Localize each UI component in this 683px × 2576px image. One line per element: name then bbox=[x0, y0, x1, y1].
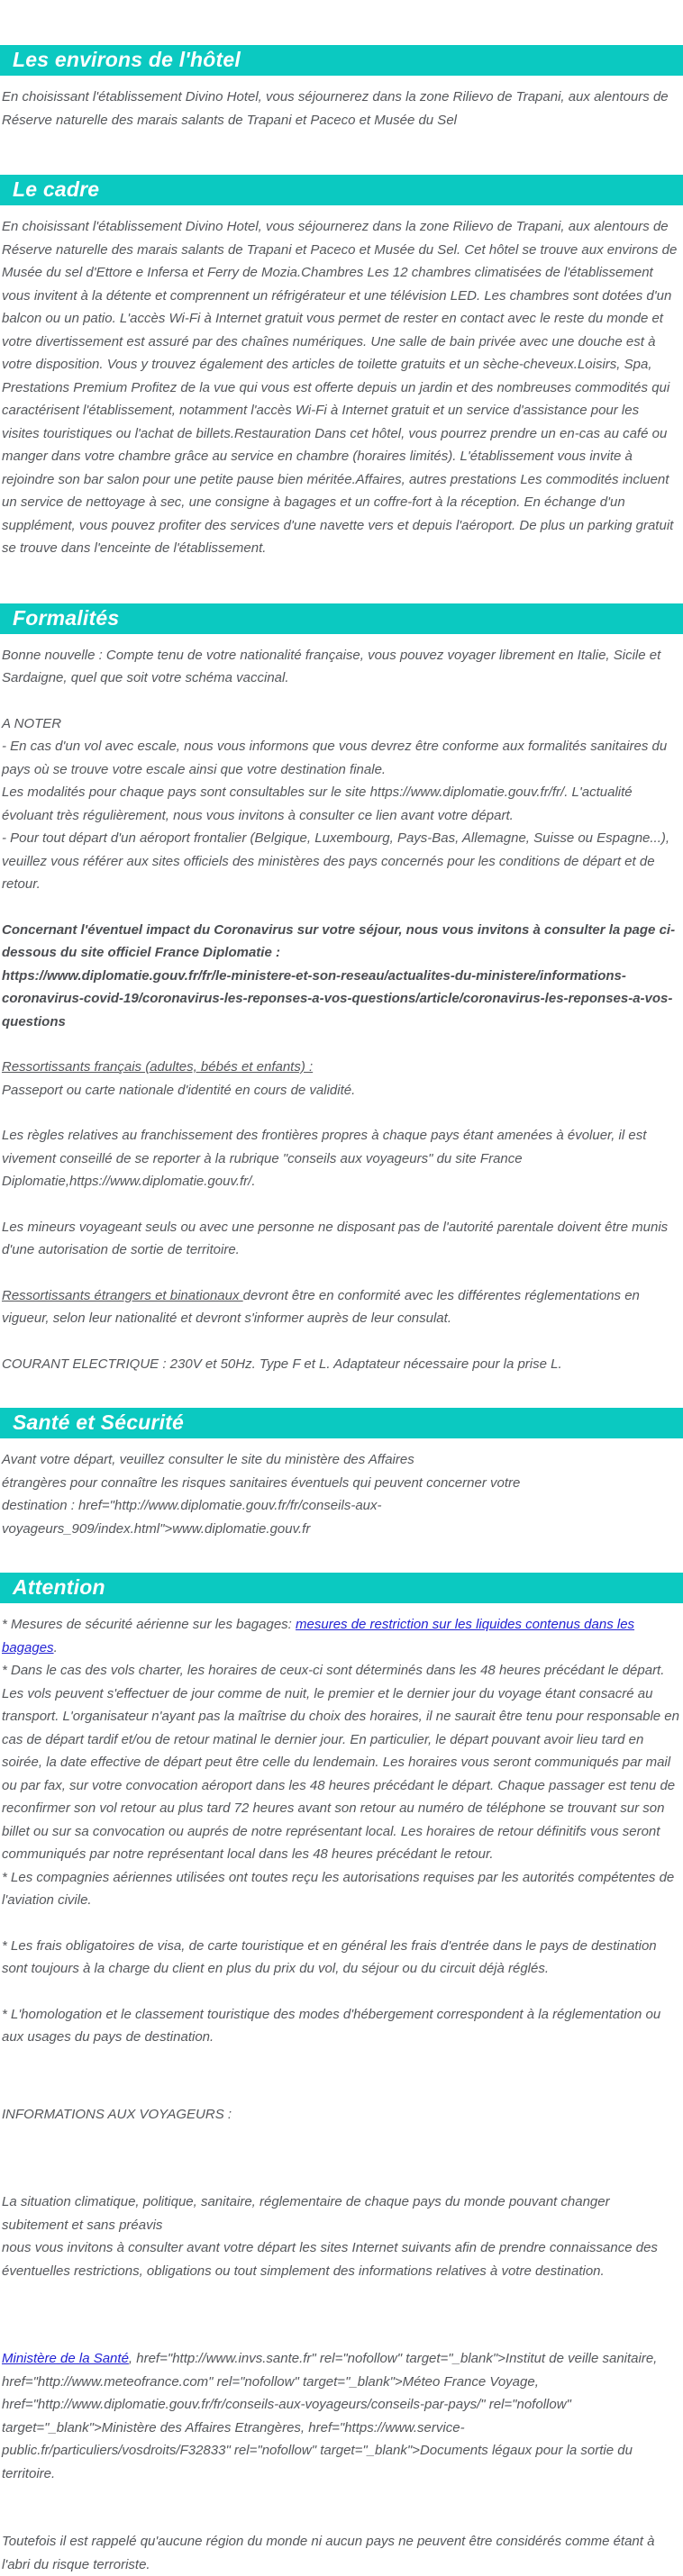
section-header-cadre: Le cadre bbox=[0, 175, 683, 205]
section-formalites bbox=[0, 603, 683, 1376]
environs-paragraph: En choisissant l'établissement Divino Hotel, vous séjournerez dans la zone Rilievo de Trapani, aux alentours de Réserve naturelle des marais salants de Trapani et Paceco et Musée du Sel bbox=[2, 89, 669, 128]
spacer bbox=[2, 2282, 679, 2347]
attention-bagages-prefix: * Mesures de sécurité aérienne sur les bagages: bbox=[2, 1617, 296, 1632]
spacer bbox=[2, 1102, 679, 1124]
spacer bbox=[2, 2049, 679, 2103]
formalites-bonne-nouvelle: Bonne nouvelle : Compte tenu de votre nationalité française, vous pouvez voyager librement en Italie, Sicile et Sardaigne, quel que soit votre schéma vaccinal. bbox=[2, 647, 661, 685]
attention-sites-internet: nous vous invitons à consulter avant votre départ les sites Internet suivants afin de prendre connaissance des éventuelles restrictions, obligations ou tout simplement des informations relatives à votre destination. bbox=[2, 2240, 658, 2279]
spacer bbox=[2, 1912, 679, 1935]
formalites-regles-frontieres: Les règles relatives au franchissement des frontières propres à chaque pays étant amenées à évoluer, il est vivement conseillé de se reporter à la rubrique "conseils aux voyageurs" du site France Diplomatie,https://www.diplomatie.gouv.fr/. bbox=[2, 1128, 647, 1189]
liquides-bagages-link[interactable]: mesures de restriction sur les liquides contenus dans les bagages bbox=[2, 1617, 635, 1655]
spacer bbox=[2, 1193, 679, 1216]
spacer bbox=[2, 690, 679, 712]
formalites-courant-electrique: COURANT ELECTRIQUE : 230V et 50Hz. Type F et L. Adaptateur nécessaire pour la prise L. bbox=[2, 1356, 562, 1372]
section-body-sante bbox=[0, 1438, 683, 1540]
sante-line-2: étrangères pour connaître les risques sanitaires éventuels qui peuvent concerner votre bbox=[2, 1474, 521, 1491]
attention-liens-utiles-text: , href="http://www.invs.sante.fr" rel="nofollow" target="_blank">Institut de veille sanitaire, href="http://www.meteofrance.com" rel="nofollow" target="_blank">Méteo France Voyage, href="http://www.diplomatie.gouv.fr/fr/conseils-aux-voyageurs/conseils-par-pays/" rel="nofollow" target="_blank">Ministère des Affaires Etrangères, href="https://www.service-public.fr/particuliers/vosdroits/F32833" rel="nofollow" target="_blank">Documents légaux pour la sortie du territoire. bbox=[2, 2351, 658, 2481]
formalites-ressortissants-etrangers-heading: Ressortissants étrangers et binationaux bbox=[2, 1287, 243, 1303]
formalites-escale: - En cas d'un vol avec escale, nous vous informons que vous devrez être conforme aux formalités sanitaires du pays où se trouve votre escale ainsi que votre destination finale. bbox=[2, 739, 668, 777]
formalites-ressortissants-etrangers-text: devront être en conformité avec les différentes réglementations en vigueur, selon leur nationalité et devront s'informer auprès de leur consulat. bbox=[2, 1287, 640, 1326]
spacer bbox=[2, 1330, 679, 1353]
section-sante bbox=[0, 1408, 683, 1540]
section-cadre bbox=[0, 175, 683, 560]
section-header-environs: Les environs de l'hôtel bbox=[0, 45, 683, 76]
cadre-paragraph: En choisissant l'établissement Divino Hotel, vous séjournerez dans la zone Rilievo de Trapani, aux alentours de Réserve naturelle des marais salants de Trapani et Paceco et Musée du Sel. Cet hôtel se trouve aux environs de Musée du sel d'Ettore e Infersa et Ferry de Mozia.Chambres Les 12 chambres climatisées de l'établissement vous invitent à la détente et comprennent un réfrigérateur et une télévision LED. Les chambres sont dotées d'un balcon ou un patio. L'accès Wi-Fi à Internet gratuit vous permet de rester en contact avec le reste du monde et votre divertissement est assuré par des chaînes numériques. Une salle de bain privée avec une douche est à votre disposition. Vous y trouvez également des articles de toilette gratuits et un sèche-cheveux.Loisirs, Spa, Prestations Premium Profitez de la vue qui vous est offerte depuis un jardin et des nombreuses commodités qui caractérisent l'établissement, notamment l'accès Wi-Fi à Internet gratuit et un service d'assistance pour les visites touristiques ou l'achat de billets.Restauration Dans cet hôtel, vous pourrez prendre un en-cas au café ou manger dans votre chambre grâce au service en chambre (horaires limités). L'établissement vous invite à rejoindre son bar salon pour une petite pause bien méritée.Affaires, autres prestations Les commodités incluent un service de nettoyage à sec, une consigne à bagages et un coffre-fort à la réception. En échange d'un supplément, vous pouvez profiter des services d'une navette vers et depuis l'aéroport. De plus un parking gratuit se trouve dans l'enceinte de l'établissement. bbox=[2, 219, 678, 556]
spacer bbox=[2, 1262, 679, 1284]
section-header-sante: Santé et Sécurité bbox=[0, 1408, 683, 1438]
attention-compagnies-aeriennes: * Les compagnies aériennes utilisées ont toutes reçu les autorisations requises par les autorités compétentes de l'aviation civile. bbox=[2, 1869, 675, 1908]
attention-frais-visa: * Les frais obligatoires de visa, de carte touristique et en général les frais d'entrée dans le pays de destination sont toujours à la charge du client en plus du prix du vol, du séjour ou du circuit déjà réglés. bbox=[2, 1937, 657, 1976]
formalites-a-noter: A NOTER bbox=[2, 715, 62, 731]
formalites-modalites: Les modalités pour chaque pays sont consultables sur le site https://www.diplomatie.gouv.fr/fr/. L'actualité évoluant très régulièrement, nous vous invitons à consulter ce lien avant votre départ. bbox=[2, 785, 633, 823]
formalites-coronavirus-note: Concernant l'éventuel impact du Coronavirus sur votre séjour, nous vous invitons à consulter la page ci-dessous du site officiel France Diplomatie : bbox=[2, 921, 676, 960]
section-body-environs bbox=[0, 76, 683, 132]
section-header-attention: Attention bbox=[0, 1573, 683, 1603]
attention-vols-charter: * Dans le cas des vols charter, les horaires de ceux-ci sont déterminés dans les 48 heures précédant le départ. Les vols peuvent s'effectuer de jour comme de nuit, le premier et le dernier jour du voyage étant consacré au transport. L'organisateur n'ayant pas la maîtrise du choix des horaires, il ne saurait être tenu pour responsable en cas de départ tardif et/ou de retour matinal le dernier jour. En particulier, le départ pouvant avoir lieu tard en soirée, la date effective de départ peut être celle du lendemain. Les horaires vous seront communiqués par mail ou par fax, sur votre convocation aéroport dans les 48 heures précédant le départ. Chaque passager est tenu de reconfirmer son vol retour au plus tard 72 heures avant son retour au numéro de téléphone se trouvant sur son billet ou sur sa convocation ou auprés de notre représentant local. Les horaires de retour définitifs vous seront communiqués par notre représentant local dans les 48 heures précédant le retour. bbox=[2, 1663, 679, 1862]
spacer bbox=[2, 2485, 679, 2530]
formalites-aeroport-frontalier: - Pour tout départ d'un aéroport frontalier (Belgique, Luxembourg, Pays-Bas, Allemagne, Suisse ou Espagne...), veuillez vous référer aux sites officiels des ministères des pays concernés pour les conditions de départ et de retour. bbox=[2, 830, 670, 892]
formalites-ressortissants-etrangers bbox=[2, 1284, 679, 1330]
spacer bbox=[2, 896, 679, 919]
attention-situation-climatique: La situation climatique, politique, sanitaire, réglementaire de chaque pays du monde pouvant changer subitement et sans préavis bbox=[2, 2194, 610, 2233]
formalites-passeport: Passeport ou carte nationale d'identité en cours de validité. bbox=[2, 1082, 356, 1098]
spacer bbox=[2, 1981, 679, 2003]
attention-bagages bbox=[2, 1613, 679, 1659]
sante-line-1: Avant votre départ, veuillez consulter le site du ministère des Affaires bbox=[2, 1452, 414, 1467]
attention-bagages-suffix: . bbox=[53, 1639, 58, 1655]
section-header-formalites: Formalités bbox=[0, 603, 683, 634]
section-body-attention bbox=[0, 1603, 683, 2576]
attention-risque-terroriste: Toutefois il est rappelé qu'aucune région du monde ni aucun pays ne peuvent être considérés comme étant à l'abri du risque terroriste. bbox=[2, 2534, 655, 2572]
attention-informations-voyageurs-heading: INFORMATIONS AUX VOYAGEURS : bbox=[2, 2106, 232, 2122]
section-body-cadre bbox=[0, 205, 683, 560]
formalites-mineurs: Les mineurs voyageant seuls ou avec une personne ne disposant pas de l'autorité parentale doivent être munis d'une autorisation de sortie de territoire. bbox=[2, 1219, 669, 1257]
ministere-sante-link[interactable]: Ministère de la Santé bbox=[2, 2351, 129, 2366]
section-body-formalites bbox=[0, 634, 683, 1376]
formalites-ressortissants-francais-heading: Ressortissants français (adultes, bébés et enfants) : bbox=[2, 1059, 314, 1075]
spacer bbox=[2, 1033, 679, 1056]
attention-homologation: * L'homologation et le classement touristique des modes d'hébergement correspondent à la réglementation ou aux usages du pays de destination. bbox=[2, 2006, 661, 2045]
section-attention bbox=[0, 1573, 683, 2576]
attention-liens-utiles bbox=[2, 2347, 679, 2485]
formalites-coronavirus-url: https://www.diplomatie.gouv.fr/fr/le-ministere-et-son-reseau/actualites-du-ministere/informations-coronavirus-covid-19/coronavirus-les-reponses-a-vos-questions/article/coronavirus-les-reponses-a-vos-questions bbox=[2, 967, 673, 1029]
sante-line-3: destination : href="http://www.diplomatie.gouv.fr/fr/conseils-aux-voyageurs_909/index.html">www.diplomatie.gouv.fr bbox=[2, 1498, 382, 1537]
section-environs bbox=[0, 45, 683, 132]
spacer bbox=[2, 2126, 679, 2191]
